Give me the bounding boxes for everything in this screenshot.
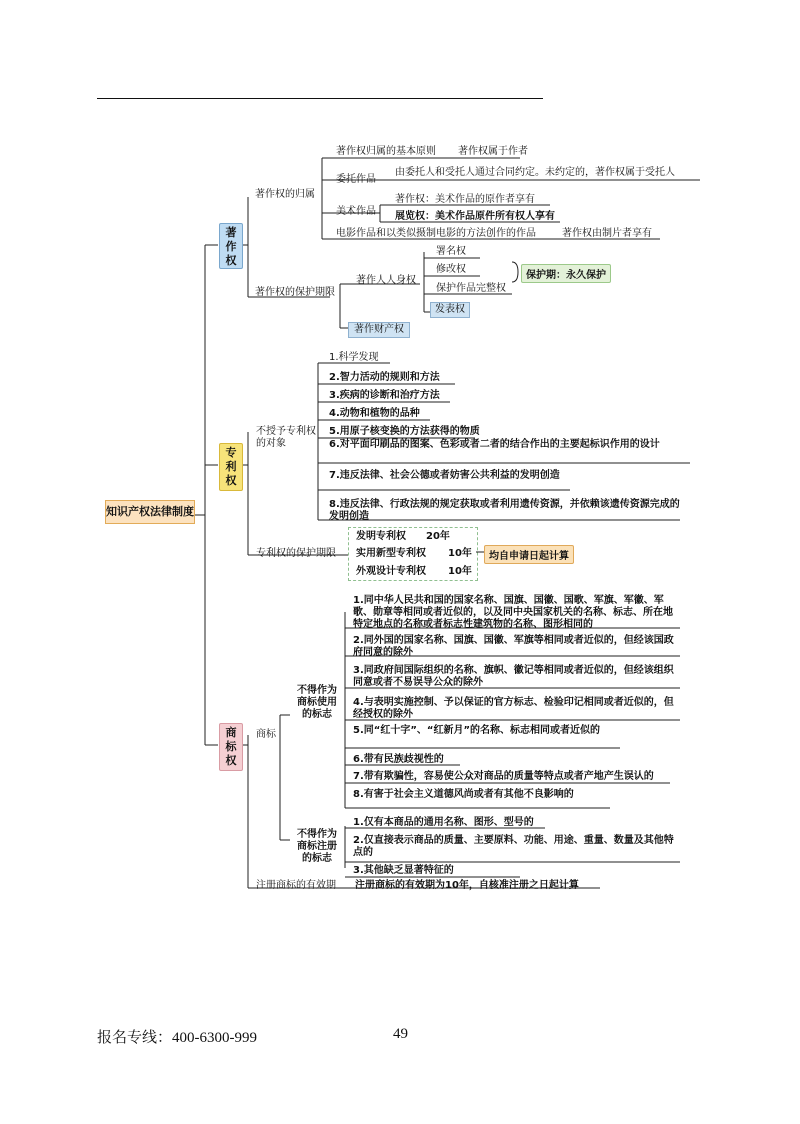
copyright-box [219,223,243,269]
basic-principle-label: 著作权归属的基本原则 [336,146,436,157]
art-label: 美术作品 [336,206,376,217]
excluded-item-5: 5.用原子核变换的方法获得的物质 [329,426,480,437]
property-rights-label: 著作财产权 [354,324,404,335]
permanent-protection-tag [521,264,611,283]
publish-right-box [430,302,470,318]
protection-label: 著作权的保护期限 [255,287,335,298]
personal-item-1: 署名权 [436,246,466,257]
excluded-item-2: 2.智力活动的规则和方法 [329,372,440,383]
cannot-use-item-6: 6.带有民族歧视性的 [353,754,444,765]
utility-model-label: 实用新型专利权 [356,548,426,559]
from-application-date-tag [484,545,574,564]
personal-item-2: 修改权 [436,264,466,275]
basic-principle-value: 著作权属于作者 [458,146,528,157]
cannot-use-item-1: 1.同中华人民共和国的国家名称、国旗、国徽、国歌、军旗、军徽、军歌、勋章等相同或者近似的，以及同中央国家机关的名称、标志、所在地特定地点的名称或者标志性建筑物的名称、图形相同的 [353,595,673,630]
excluded-item-6: 6.对平面印刷品的图案、色彩或者二者的结合作出的主要起标识作用的设计 [329,439,660,450]
excluded-item-8: 8.违反法律、行政法规的规定获取或者利用遗传资源，并依赖该遗传资源完成的发明创造 [329,499,680,522]
personal-item-3: 保护作品完整权 [436,283,506,294]
excluded-item-3: 3.疾病的诊断和治疗方法 [329,390,440,401]
cannot-use-item-7: 7.带有欺骗性，容易使公众对商品的质量等特点或者产地产生误认的 [353,771,654,782]
root-node [105,500,195,524]
cannot-use-item-3: 3.同政府间国际组织的名称、旗帜、徽记等相同或者近似的，但经该组织同意或者不易误导公众的除外 [353,665,674,688]
ownership-label: 著作权的归属 [255,189,315,200]
art-item-1: 著作权：美术作品的原作者享有 [395,194,535,205]
design-patent-years: 10年 [448,566,472,577]
patent-box [219,443,243,491]
cannot-use-item-5: 5.同“红十字”、“红新月”的名称、标志相同或者近似的 [353,725,601,736]
cannot-use-item-4: 4.与表明实施控制、予以保证的官方标志、检验印记相同或者近似的，但经授权的除外 [353,697,674,720]
validity-value: 注册商标的有效期为10年，自核准注册之日起计算 [355,880,579,891]
root-label: 知识产权法律制度 [106,505,194,518]
excluded-label: 不授予专利权的对象 [256,426,316,449]
property-rights-box [348,322,410,338]
cannot-register-label: 不得作为商标注册的标志 [297,829,337,864]
cannot-register-item-2: 2.仅直接表示商品的质量、主要原料、功能、用途、重量、数量及其他特点的 [353,835,674,858]
art-item-2: 展览权：美术作品原件所有权人享有 [395,211,555,222]
trademark-title: 商标权 [225,726,237,767]
cannot-register-item-1: 1.仅有本商品的通用名称、图形、型号的 [353,817,534,828]
publish-right-label: 发表权 [435,304,465,315]
film-value: 著作权由制片者享有 [562,228,652,239]
personal-rights-label: 著作人人身权 [356,275,416,286]
cannot-use-item-8: 8.有害于社会主义道德风尚或者有其他不良影响的 [353,789,574,800]
excluded-item-4: 4.动物和植物的品种 [329,408,420,419]
cannot-use-item-2: 2.同外国的国家名称、国旗、国徽、军旗等相同或者近似的，但经该国政府同意的除外 [353,635,674,658]
utility-model-years: 10年 [448,548,472,559]
copyright-title: 著作权 [225,226,237,267]
commission-value: 由委托人和受托人通过合同约定。未约定的，著作权属于受托人 [395,167,675,178]
design-patent-label: 外观设计专利权 [356,566,426,577]
footer-page-number: 49 [393,1026,408,1042]
footer-hotline: 报名专线：400-6300-999 [97,1030,257,1046]
excluded-item-7: 7.违反法律、社会公德或者妨害公共利益的发明创造 [329,470,560,481]
film-label: 电影作品和以类似摄制电影的方法创作的作品 [336,228,536,239]
from-application-date-label: 均自申请日起计算 [489,551,569,562]
trademark-label: 商标 [256,729,276,740]
trademark-box [219,723,243,771]
patent-title: 专利权 [225,446,237,487]
cannot-register-item-3: 3.其他缺乏显著特征的 [353,865,454,876]
cannot-use-label: 不得作为商标使用的标志 [297,685,337,720]
permanent-protection-label: 保护期：永久保护 [526,270,606,281]
excluded-item-1: 1.科学发现 [329,352,379,363]
patent-protection-label: 专利权的保护期限 [256,548,336,559]
invention-patent-years: 20年 [426,531,450,542]
validity-label: 注册商标的有效期 [256,880,336,891]
invention-patent-label: 发明专利权 [356,531,406,542]
commission-label: 委托作品 [336,174,376,185]
